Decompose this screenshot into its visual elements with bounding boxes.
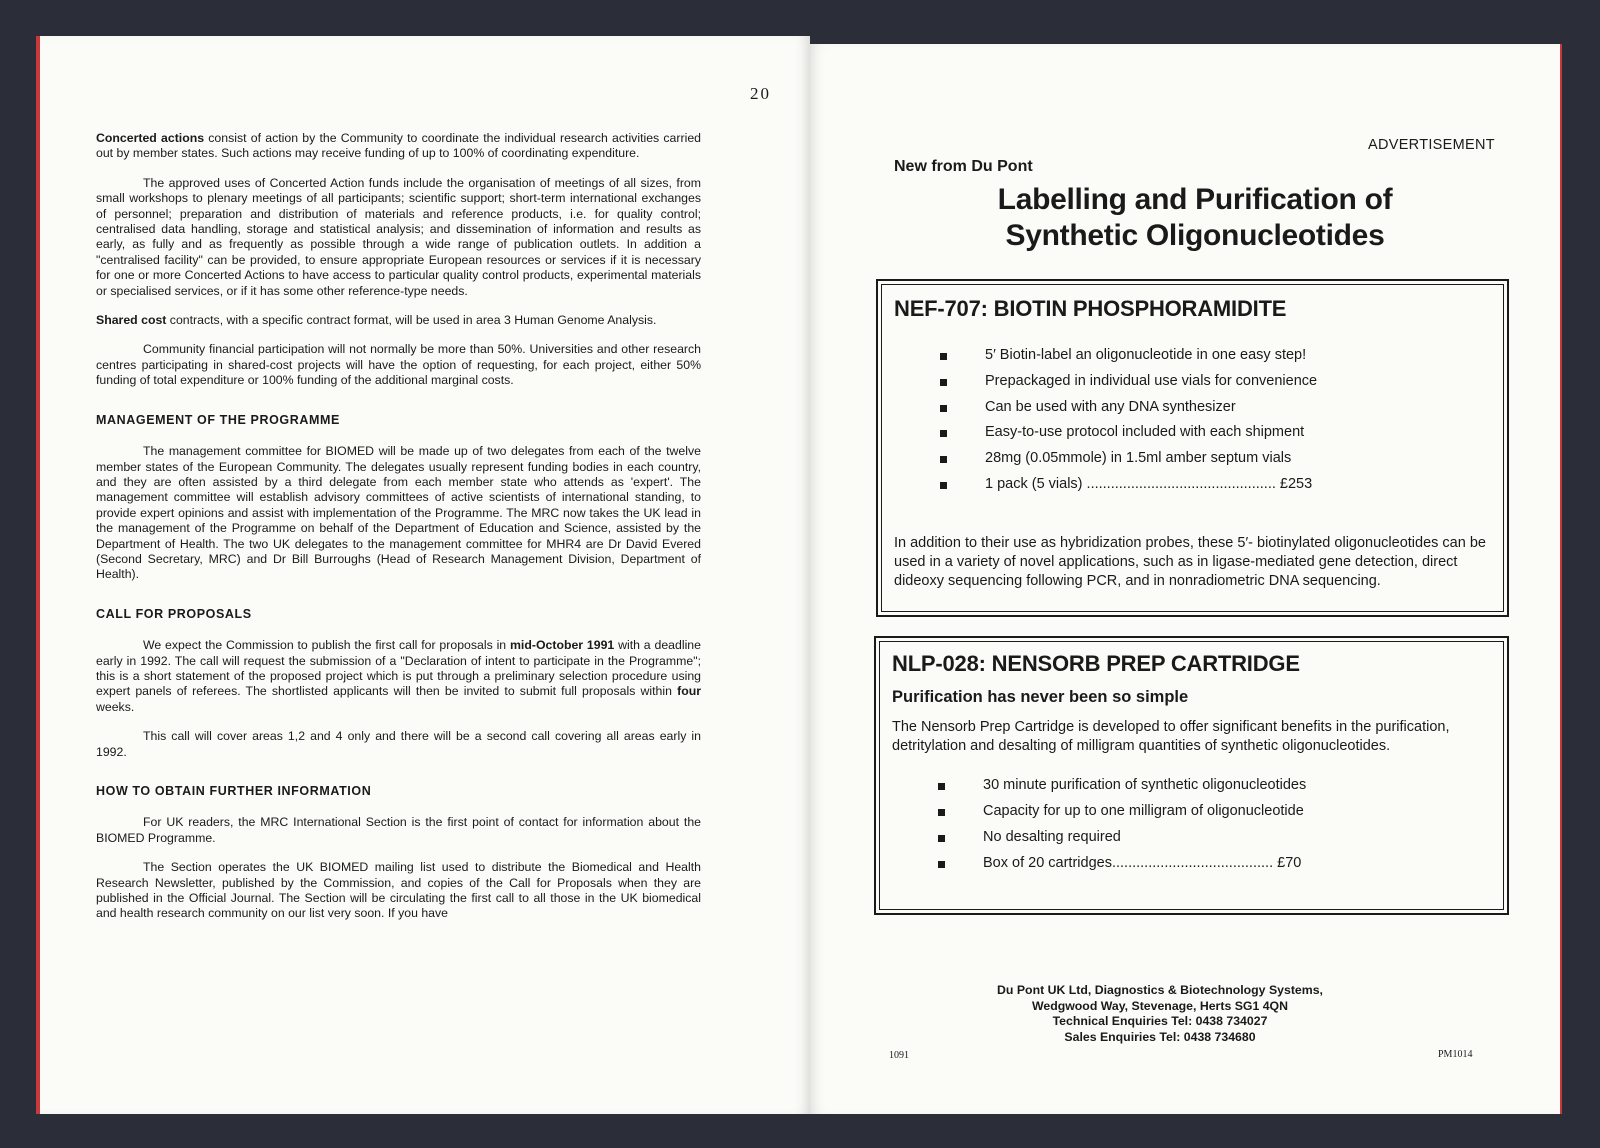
product-description: The Nensorb Prep Cartridge is developed to offer significant benefits in the purification, detritylation and desalting of milligram quantities of synthetic oligonucleotides. (892, 719, 1450, 754)
list-item: Box of 20 cartridges........................................ £70 (938, 855, 1306, 881)
product-box-nlp028 (874, 636, 1509, 915)
list-item: Easy-to-use protocol included with each shipment (940, 424, 1317, 450)
list-item: 1 pack (5 vials) ............................................... £253 (940, 476, 1317, 502)
new-from-label: New from Du Pont (894, 158, 1033, 175)
product-description: In addition to their use as hybridization probes, these 5′- biotinylated oligonucleotides can be used in a variety of novel applications, such as in ligase-mediated gene detection, direct dideoxy sequencing following PCR, and in nonradiometric DNA sequencing. (894, 535, 1486, 589)
product-subtitle: Purification has never been so simple (892, 688, 1189, 706)
paragraph-management-committee: The management committee for BIOMED will be made up of two delegates from each of the twelve member states of the European Community. The delegates usually represent funding bodies in each country, and they are often assisted by a third delegate from each member state who attends as 'expert'. The management committee will establish advisory committees of active scientists of international standing, to provide expert opinions and assist with implementation of the Programme. The MRC now takes the UK lead in the management of the Programme on behalf of the Department of Education and Science, assisted by the Department of Health. The two UK delegates to the management committee for MHR4 are Dr David Evered (Second Secretary, MRC) and Dr Bill Burroughs (Head of Research Management Division, Department of Health). (96, 444, 701, 582)
heading-management: MANAGEMENT OF THE PROGRAMME (96, 412, 340, 427)
paragraph-mailing-list: The Section operates the UK BIOMED mailing list used to distribute the Biomedical and Health Research Newsletter, published by the Commission, and copies of the Call for Proposals when they are published in the Official Journal. The Section will be circulating the first call to all those in the UK biomedical and health research community on our list very soon. If you have (96, 860, 701, 921)
product-box-nef707 (876, 279, 1509, 617)
list-item: Prepackaged in individual use vials for convenience (940, 373, 1317, 399)
paragraph-financial-participation: Community financial participation will not normally be more than 50%. Universities and other research centres participating in shared-cost projects will have the option of requesting, for each project, either 50% funding of total expenditure or 100% funding of the additional marginal costs. (96, 342, 701, 388)
paragraph-call-areas: This call will cover areas 1,2 and 4 only and there will be a second call covering all areas early in 1992. (96, 729, 701, 759)
page-number: 20 (750, 84, 771, 103)
company-address: Du Pont UK Ltd, Diagnostics & Biotechnology Systems, Wedgwood Way, Stevenage, Herts SG1 4QN Technical Enquiries Tel: 0438 734027 Sales Enquiries Tel: 0438 734680 (997, 983, 1323, 1044)
paragraph-approved-uses: The approved uses of Concerted Action funds include the organisation of meetings of all sizes, from small workshops to plenary meetings of all participants; scientific support; short-term international exchanges of personnel; preparation and distribution of materials and reference products, i.e. for quality control; centralised data handling, storage and statistical analysis; and dissemination of information and results as early, as fully and as frequently as possible through a wide range of publication outlets. In addition a "centralised facility" can be provided, to ensure appropriate European resources or services if it is necessary for one or more Concerted Actions to have access to particular quality control products, experimental materials or specialised services, or if it has some other reference-type needs. (96, 175, 701, 298)
advert-title: Labelling and Purification of Synthetic Oligonucleotides (997, 183, 1393, 252)
print-code-right: PM1014 (1438, 1049, 1473, 1060)
list-item: 28mg (0.05mmole) in 1.5ml amber septum vials (940, 450, 1317, 476)
paragraph-call-timing: We expect the Commission to publish the first call for proposals in mid-October 1991 with a deadline early in 1992. The call will request the submission of a "Declaration of intent to participate in the Programme"; this is a short statement of the proposed project which is put through a preliminary selection procedure using expert panels of referees. The shortlisted applicants will then be invited to submit full proposals within four weeks. (96, 638, 701, 714)
advertisement-label: ADVERTISEMENT (1368, 137, 1495, 153)
left-page-text (96, 131, 701, 936)
product-title: NLP-028: NENSORB PREP CARTRIDGE (892, 651, 1300, 676)
list-item: Can be used with any DNA synthesizer (940, 399, 1317, 425)
paragraph-shared-cost: Shared cost contracts, with a specific contract format, will be used in area 3 Human Genome Analysis. (96, 313, 657, 328)
print-code-left: 1091 (889, 1050, 909, 1061)
list-item: 5′ Biotin-label an oligonucleotide in one easy step! (940, 347, 1317, 373)
heading-call-for-proposals: CALL FOR PROPOSALS (96, 606, 252, 621)
list-item: 30 minute purification of synthetic oligonucleotides (938, 777, 1306, 803)
term-shared-cost: Shared cost (96, 313, 167, 328)
list-item: Capacity for up to one milligram of oligonucleotide (938, 803, 1306, 829)
term-concerted-actions: Concerted actions (96, 131, 205, 145)
product-features (938, 777, 1306, 881)
product-features (940, 347, 1317, 502)
heading-further-information: HOW TO OBTAIN FURTHER INFORMATION (96, 784, 372, 798)
paragraph-concerted-actions: Concerted actions consist of action by the Community to coordinate the individual research activities carried out by member states. Such actions may receive funding of up to 100% of coordinating expenditure. (96, 131, 701, 161)
list-item: No desalting required (938, 829, 1306, 855)
product-title: NEF-707: BIOTIN PHOSPHORAMIDITE (894, 296, 1287, 321)
paragraph-contact: For UK readers, the MRC International Section is the first point of contact for information about the BIOMED Programme. (96, 815, 701, 845)
